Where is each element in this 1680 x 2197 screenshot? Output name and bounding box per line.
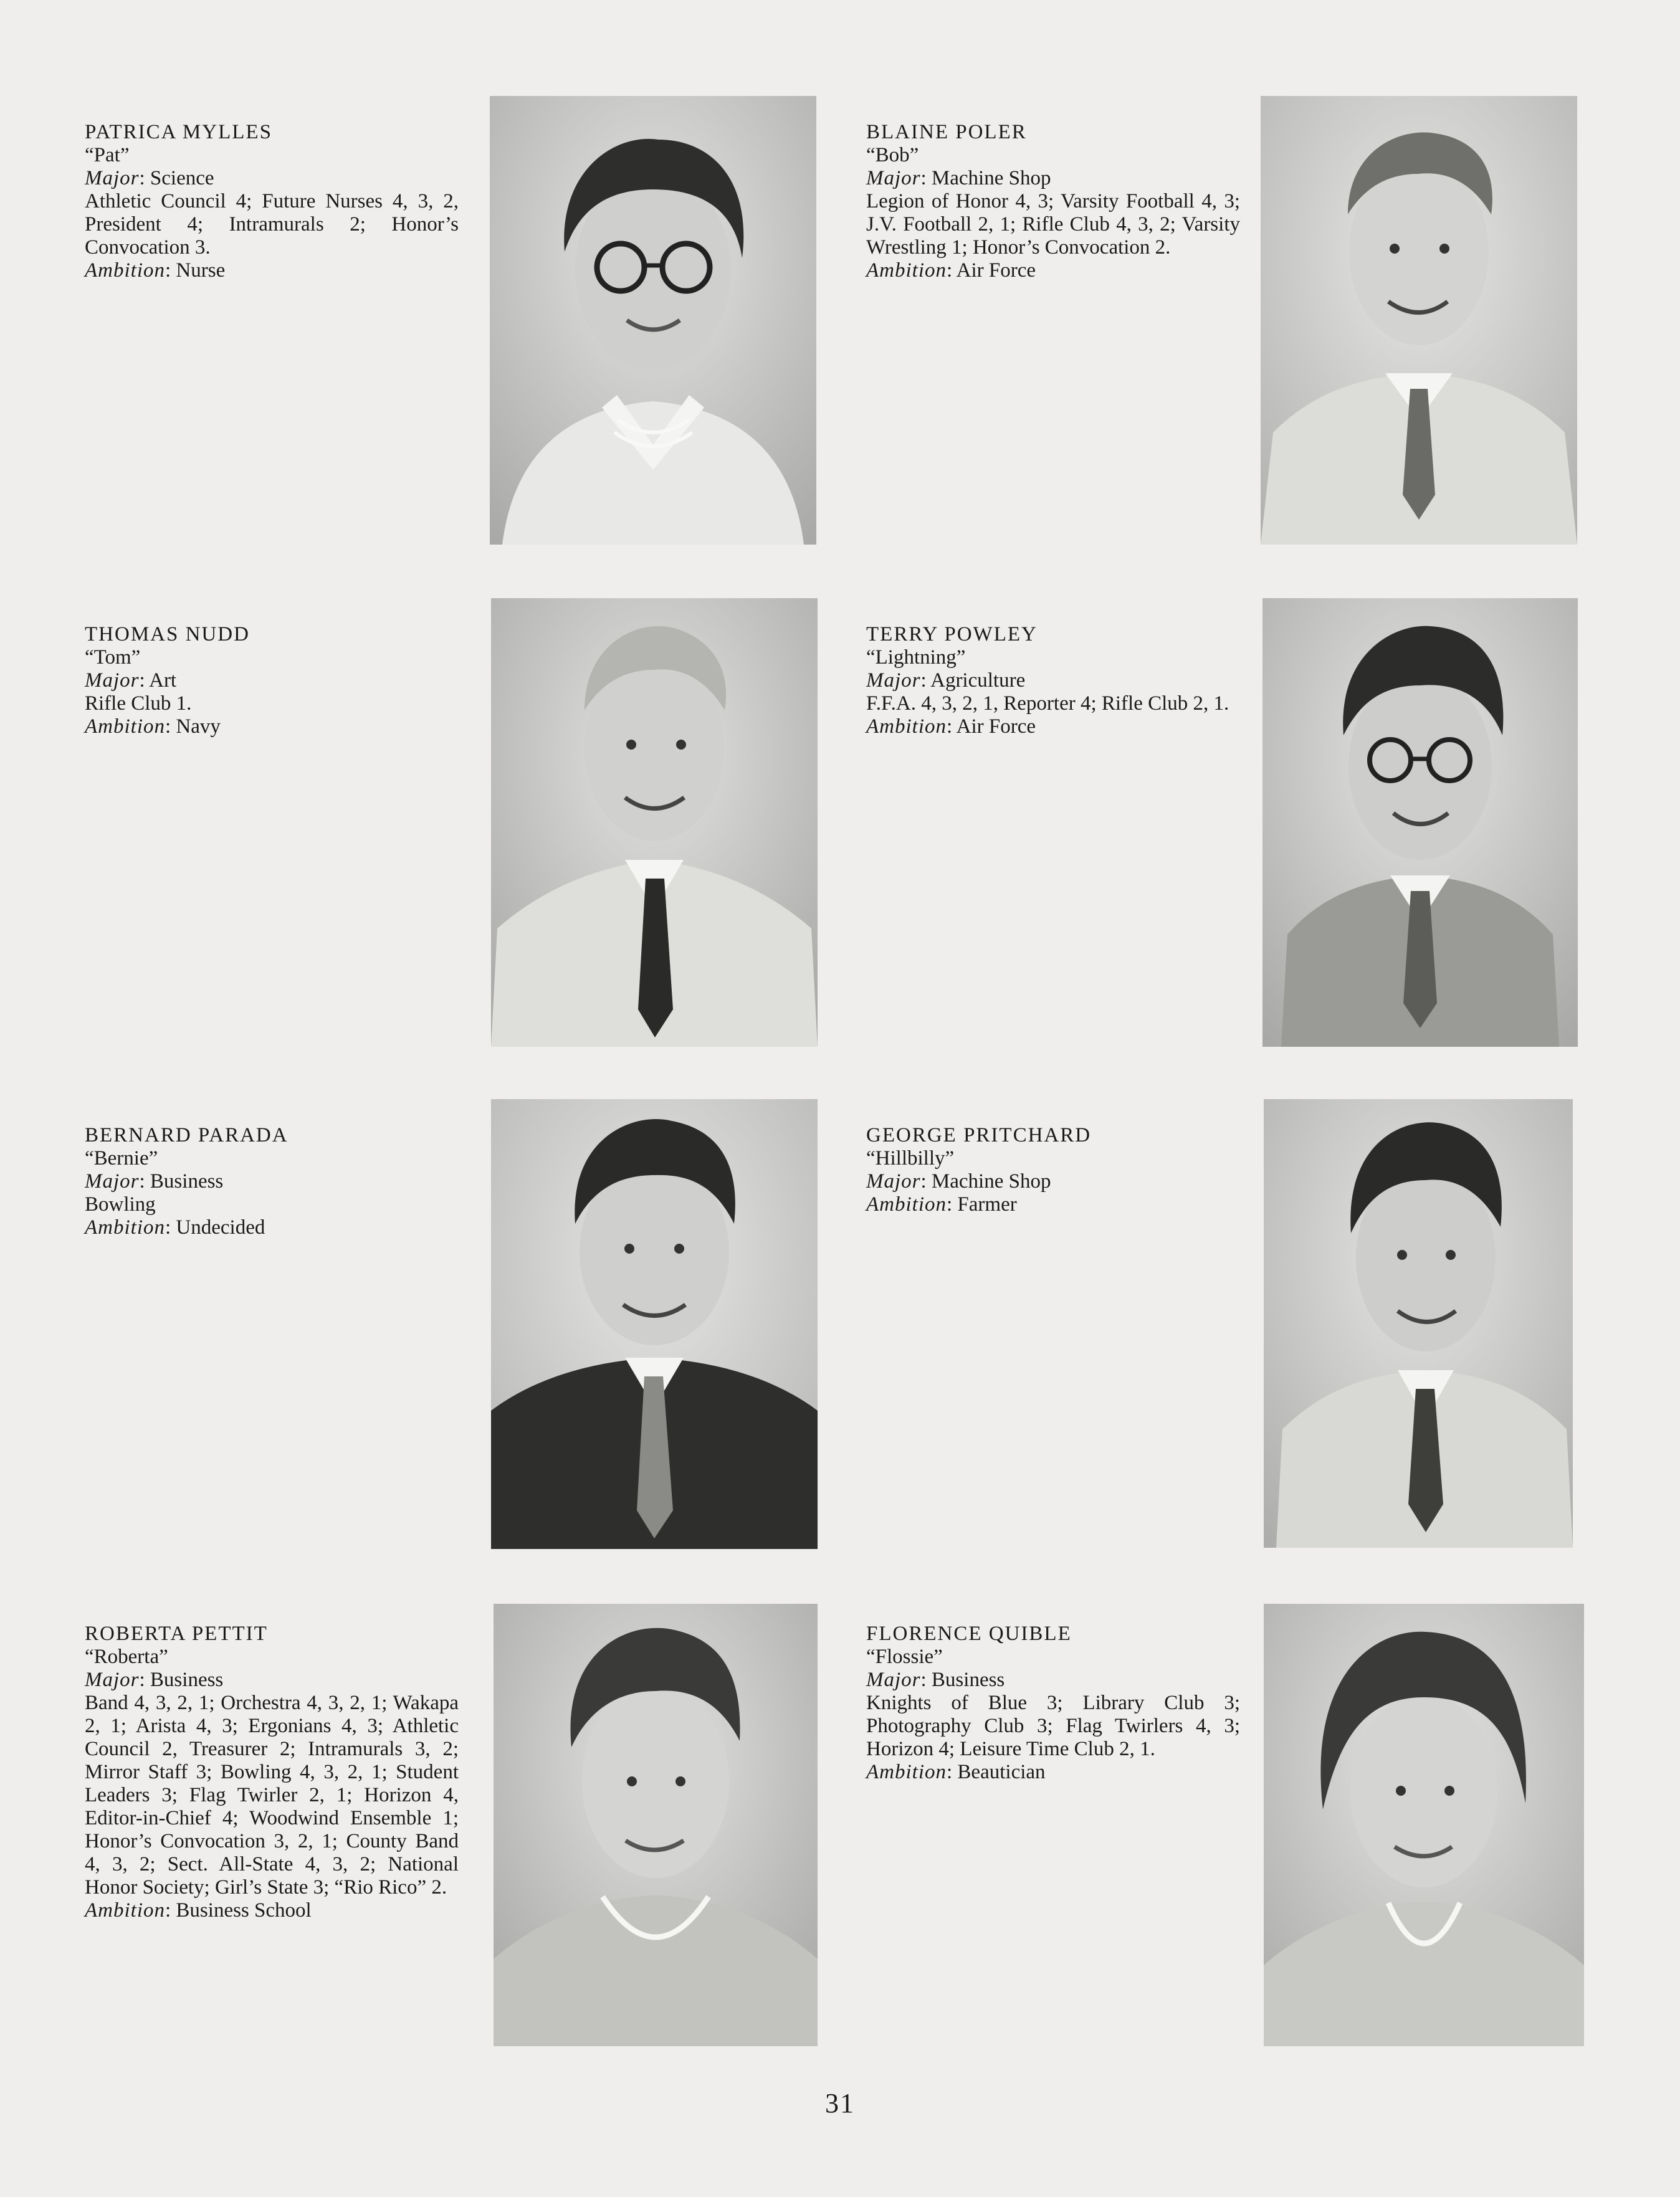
student-photo [491,1099,818,1549]
student-bio [85,1124,459,1239]
portrait-boy-suit-icon [491,598,818,1047]
portrait-girl-glasses-icon [490,96,816,545]
student-name: BERNARD PARADA [85,1124,289,1146]
student-photo [1262,598,1578,1047]
page-number: 31 [825,2088,855,2118]
student-nickname: “Roberta” [85,1646,168,1668]
student-name: PATRICA MYLLES [85,121,272,143]
student-ambition: Ambition: Beautician [866,1761,1046,1783]
student-bio [866,121,1240,282]
student-major: Major: Business [85,1170,224,1193]
student-ambition: Ambition: Air Force [866,259,1036,282]
student-bio [866,1623,1240,1784]
portrait-boy-glasses-icon [1262,598,1578,1047]
portrait-boy-suit-icon [1261,96,1577,545]
student-photo [1264,1604,1584,2046]
student-entry [85,1099,870,1548]
student-entry [866,598,1651,1047]
student-nickname: “Lightning” [866,646,966,669]
student-ambition: Ambition: Farmer [866,1193,1017,1216]
student-activities: Athletic Council 4; Future Nurses 4, 3, 2, President 4; Intramurals 2; Honor’s Convocation 3. [85,190,459,259]
student-entry [866,96,1651,545]
student-photo [1264,1099,1573,1548]
student-entry [85,1604,870,2052]
student-nickname: “Pat” [85,144,130,166]
student-photo [494,1604,818,2046]
student-nickname: “Bob” [866,144,919,166]
student-bio [85,623,459,738]
portrait-boy-dark-suit-icon [491,1099,818,1549]
student-major: Major: Agriculture [866,669,1026,692]
student-major: Major: Business [866,1669,1005,1691]
student-entry [85,96,870,545]
student-ambition: Ambition: Nurse [85,259,226,282]
student-name: ROBERTA PETTIT [85,1623,268,1645]
student-name: THOMAS NUDD [85,623,250,646]
student-bio [866,623,1240,738]
student-ambition: Ambition: Air Force [866,715,1036,738]
student-ambition: Ambition: Business School [85,1899,312,1922]
portrait-boy-suit-icon [1264,1099,1573,1548]
student-activities: Legion of Honor 4, 3; Varsity Football 4, 3; J.V. Football 2, 1; Rifle Club 4, 3, 2; Varsity Wrestling 1; Honor’s Convocation 2. [866,190,1240,259]
student-name: FLORENCE QUIBLE [866,1623,1072,1645]
student-activities: F.F.A. 4, 3, 2, 1, Reporter 4; Rifle Club 2, 1. [866,692,1229,715]
student-activities: Bowling [85,1193,156,1216]
student-nickname: “Bernie” [85,1147,158,1170]
student-activities: Knights of Blue 3; Library Club 3; Photography Club 3; Flag Twirlers 4, 3; Horizon 4; Leisure Time Club 2, 1. [866,1692,1240,1760]
student-photo [491,598,818,1047]
student-activities: Band 4, 3, 2, 1; Orchestra 4, 3, 2, 1; Wakapa 2, 1; Arista 4, 3; Ergonians 4, 3; Athletic Council 2, Treasurer 2; Intramurals 3, 2; Mirror Staff 3; Bowling 4, 3, 2, 1; Student Leaders 3; Flag Twirler 2, 1; Horizon 4, Editor-in-Chief 4; Woodwind Ensemble 1; Honor’s Convocation 3, 2, 1; County Band 4, 3, 2; Sect. All-State 4, 3, 2; National Honor Society; Girl’s State 3; “Rio Rico” 2. [85,1692,459,1899]
student-major: Major: Art [85,669,177,692]
student-nickname: “Flossie” [866,1646,943,1668]
student-entry [85,598,870,1047]
portrait-girl-pearls-icon [494,1604,818,2046]
student-entry [866,1604,1651,2052]
student-nickname: “Tom” [85,646,141,669]
student-bio [85,121,459,282]
student-major: Major: Science [85,167,214,189]
student-name: TERRY POWLEY [866,623,1038,646]
portrait-girl-pearls-icon [1264,1604,1584,2046]
student-major: Major: Machine Shop [866,1170,1051,1193]
student-ambition: Ambition: Undecided [85,1216,265,1239]
student-name: BLAINE POLER [866,121,1027,143]
student-major: Major: Machine Shop [866,167,1051,189]
student-bio [866,1124,1240,1216]
student-ambition: Ambition: Navy [85,715,221,738]
student-major: Major: Business [85,1669,224,1691]
student-nickname: “Hillbilly” [866,1147,955,1170]
student-photo [1261,96,1577,545]
student-activities: Rifle Club 1. [85,692,192,715]
student-name: GEORGE PRITCHARD [866,1124,1092,1146]
student-entry [866,1099,1651,1548]
student-bio [85,1623,459,1922]
student-photo [490,96,816,545]
